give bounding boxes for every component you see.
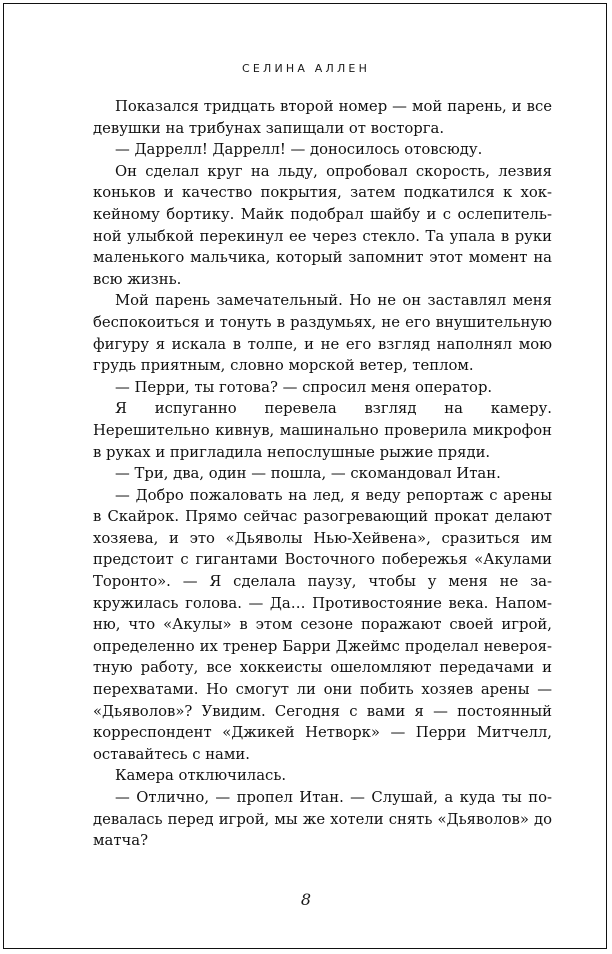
paragraph-5: — Перри, ты готова? — спросил меня оператор. <box>115 378 493 396</box>
body-text <box>93 96 552 852</box>
paragraph-2: — Даррелл! Даррелл! — доносилось отовсюду. <box>115 141 483 159</box>
paragraph-8: — Добро пожаловать на лед, я веду репортаж с арены в Скайрок. Прямо сейчас разогревающий прокат делают хозяева, и это «Дьяволы Нью-Хейвена», сразиться им предстоит с гигантами Восточного побережья «Акулами Торонто». — Я сделала паузу, чтобы у меня не закружилась голова. — Да… Противостояние века. Напомню, что «Акулы» в этом сезоне поражают своей игрой, определенно их тренер Барри Джеймс проделал невероятную работу, все хоккеисты ошеломляют передачами и перехватами. Но смогут ли они побить хозяев арены — «Дьяволов»? Увидим. Сегодня с вами я — постоянный корреспондент «Джикей Нетворк» — Перри Митчелл, оставайтесь с нами. <box>93 486 552 763</box>
paragraph-9: Камера отключилась. <box>115 767 287 785</box>
paragraph-1: Показался тридцать второй номер — мой парень, и все девушки на трибунах запищали от восторга. <box>93 98 552 137</box>
paragraph-6: Я испуганно перевела взгляд на камеру. Нерешительно кивнув, машинально проверила микрофон в руках и пригладила непослушные рыжие пряди. <box>93 400 552 461</box>
paragraph-10: — Отлично, — пропел Итан. — Слушай, а куда ты подевалась перед игрой, мы же хотели снять «Дьяволов» до матча? <box>93 789 552 850</box>
paragraph-4: Мой парень замечательный. Но не он заставлял меня беспокоиться и тонуть в раздумьях, не его внушительную фигуру я искала в толпе, и не его взгляд наполнял мою грудь приятным, словно морской ветер, теплом. <box>93 292 552 375</box>
paragraph-3: Он сделал круг на льду, опробовал скорость, лезвия коньков и качество покрытия, затем подкатился к хоккейному бортику. Майк подобрал шайбу и с ослепительной улыбкой перекинул ее через стекло. Та упала в руки маленького мальчика, который запомнит этот момент на всю жизнь. <box>93 162 552 288</box>
paragraph-7: — Три, два, один — пошла, — скомандовал Итан. <box>115 465 501 483</box>
running-head: СЕЛИНА АЛЛЕН <box>241 62 371 75</box>
page-number: 8 <box>300 890 312 909</box>
